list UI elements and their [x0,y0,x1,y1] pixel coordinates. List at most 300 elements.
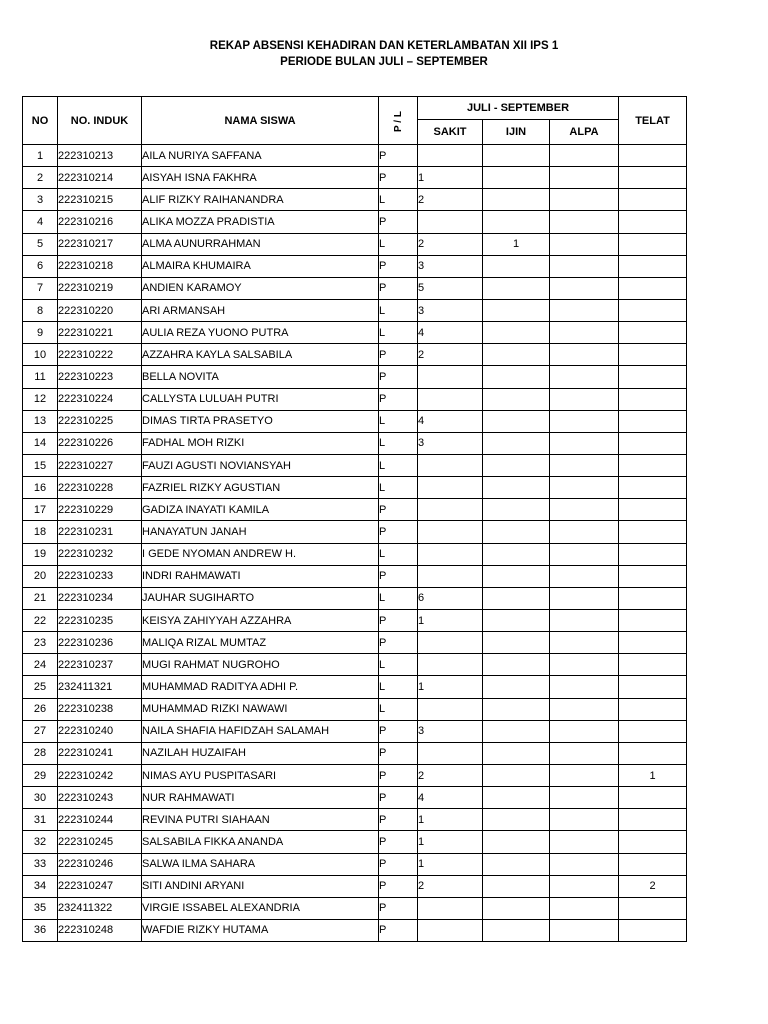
table-row [23,432,687,454]
cell-alpa [550,720,619,742]
cell-telat [619,720,687,742]
cell-nama-siswa: AZZAHRA KAYLA SALSABILA [142,344,379,366]
cell-sakit: 4 [418,410,483,432]
cell-no-induk: 222310243 [58,787,142,809]
table-row [23,477,687,499]
cell-no-induk: 222310237 [58,654,142,676]
cell-ijin [483,299,550,321]
cell-no-induk: 232411321 [58,676,142,698]
table-row [23,499,687,521]
table-row [23,322,687,344]
cell-alpa [550,167,619,189]
cell-telat [619,831,687,853]
header-gender [379,97,418,145]
cell-no-induk: 222310238 [58,698,142,720]
cell-ijin [483,919,550,941]
cell-nama-siswa: MALIQA RIZAL MUMTAZ [142,632,379,654]
cell-alpa [550,831,619,853]
cell-sakit: 4 [418,787,483,809]
cell-ijin [483,344,550,366]
cell-gender: P [379,167,418,189]
cell-nama-siswa: AILA NURIYA SAFFANA [142,145,379,167]
cell-no: 21 [23,587,58,609]
cell-ijin [483,189,550,211]
table-row [23,654,687,676]
cell-no: 1 [23,145,58,167]
table-body [23,145,687,942]
header-ijin: IJIN [483,120,550,145]
cell-no-induk: 222310228 [58,477,142,499]
cell-no-induk: 222310215 [58,189,142,211]
cell-no: 4 [23,211,58,233]
table-row [23,742,687,764]
cell-ijin [483,676,550,698]
cell-ijin [483,609,550,631]
cell-nama-siswa: SITI ANDINI ARYANI [142,875,379,897]
cell-no: 12 [23,388,58,410]
cell-gender: P [379,919,418,941]
cell-ijin [483,432,550,454]
cell-nama-siswa: FAZRIEL RIZKY AGUSTIAN [142,477,379,499]
cell-telat [619,410,687,432]
table-row [23,167,687,189]
cell-no-induk: 222310245 [58,831,142,853]
cell-no-induk: 222310246 [58,853,142,875]
cell-ijin [483,897,550,919]
table-row [23,521,687,543]
cell-alpa [550,676,619,698]
cell-telat [619,787,687,809]
table-row [23,299,687,321]
cell-gender: L [379,587,418,609]
cell-no-induk: 222310213 [58,145,142,167]
cell-alpa [550,299,619,321]
cell-sakit: 2 [418,233,483,255]
cell-no-induk: 222310242 [58,764,142,786]
attendance-table [22,96,687,942]
cell-no: 20 [23,565,58,587]
cell-ijin [483,720,550,742]
cell-telat: 1 [619,764,687,786]
table-row [23,233,687,255]
cell-alpa [550,632,619,654]
cell-gender: L [379,477,418,499]
table-row [23,831,687,853]
cell-alpa [550,654,619,676]
cell-sakit: 3 [418,432,483,454]
cell-no-induk: 222310223 [58,366,142,388]
table-row [23,211,687,233]
cell-gender: P [379,632,418,654]
cell-ijin [483,543,550,565]
cell-sakit [418,388,483,410]
table-row [23,410,687,432]
cell-sakit: 3 [418,255,483,277]
cell-alpa [550,853,619,875]
cell-gender: P [379,764,418,786]
cell-nama-siswa: WAFDIE RIZKY HUTAMA [142,919,379,941]
cell-no-induk: 222310248 [58,919,142,941]
cell-ijin [483,277,550,299]
cell-nama-siswa: NIMAS AYU PUSPITASARI [142,764,379,786]
cell-telat [619,565,687,587]
cell-telat [619,233,687,255]
cell-nama-siswa: DIMAS TIRTA PRASETYO [142,410,379,432]
cell-telat [619,255,687,277]
cell-alpa [550,454,619,476]
cell-alpa [550,787,619,809]
cell-sakit [418,632,483,654]
cell-no: 22 [23,609,58,631]
cell-alpa [550,388,619,410]
cell-alpa [550,897,619,919]
cell-alpa [550,698,619,720]
cell-gender: P [379,609,418,631]
cell-gender: P [379,344,418,366]
cell-telat [619,897,687,919]
cell-nama-siswa: SALSABILA FIKKA ANANDA [142,831,379,853]
table-row [23,255,687,277]
cell-ijin [483,521,550,543]
cell-no: 35 [23,897,58,919]
table-row [23,764,687,786]
cell-no-induk: 222310247 [58,875,142,897]
cell-ijin [483,587,550,609]
cell-ijin [483,255,550,277]
table-row [23,875,687,897]
cell-ijin [483,565,550,587]
header-no: NO [23,97,58,145]
table-row [23,189,687,211]
cell-gender: L [379,454,418,476]
cell-gender: P [379,388,418,410]
cell-alpa [550,233,619,255]
cell-alpa [550,609,619,631]
cell-sakit: 2 [418,764,483,786]
cell-no: 26 [23,698,58,720]
cell-ijin [483,410,550,432]
cell-telat [619,277,687,299]
table-row [23,897,687,919]
cell-alpa [550,255,619,277]
cell-gender: P [379,499,418,521]
cell-ijin [483,654,550,676]
table-row [23,609,687,631]
cell-sakit: 3 [418,720,483,742]
header-gender-label: P / L [392,110,404,132]
cell-nama-siswa: ALMAIRA KHUMAIRA [142,255,379,277]
cell-sakit: 1 [418,853,483,875]
header-nama-siswa: NAMA SISWA [142,97,379,145]
cell-gender: P [379,211,418,233]
cell-alpa [550,145,619,167]
cell-gender: P [379,897,418,919]
document-subtitle: PERIODE BULAN JULI – SEPTEMBER [280,56,488,68]
cell-ijin [483,809,550,831]
cell-nama-siswa: INDRI RAHMAWATI [142,565,379,587]
table-row [23,632,687,654]
cell-sakit: 2 [418,344,483,366]
cell-gender: P [379,720,418,742]
cell-telat: 2 [619,875,687,897]
cell-gender: L [379,410,418,432]
cell-no: 3 [23,189,58,211]
cell-nama-siswa: CALLYSTA LULUAH PUTRI [142,388,379,410]
cell-alpa [550,432,619,454]
cell-ijin [483,366,550,388]
cell-nama-siswa: VIRGIE ISSABEL ALEXANDRIA [142,897,379,919]
cell-no: 17 [23,499,58,521]
cell-no: 23 [23,632,58,654]
cell-nama-siswa: ALIF RIZKY RAIHANANDRA [142,189,379,211]
cell-nama-siswa: FAUZI AGUSTI NOVIANSYAH [142,454,379,476]
cell-nama-siswa: NAZILAH HUZAIFAH [142,742,379,764]
cell-gender: P [379,875,418,897]
cell-sakit: 2 [418,189,483,211]
cell-ijin [483,145,550,167]
cell-alpa [550,919,619,941]
cell-no-induk: 222310236 [58,632,142,654]
cell-gender: P [379,366,418,388]
cell-no: 33 [23,853,58,875]
cell-sakit [418,543,483,565]
cell-sakit [418,654,483,676]
cell-no-induk: 222310218 [58,255,142,277]
cell-nama-siswa: SALWA ILMA SAHARA [142,853,379,875]
cell-nama-siswa: REVINA PUTRI SIAHAAN [142,809,379,831]
cell-no-induk: 222310227 [58,454,142,476]
cell-no-induk: 222310226 [58,432,142,454]
cell-ijin [483,632,550,654]
cell-sakit [418,499,483,521]
cell-no: 7 [23,277,58,299]
cell-gender: P [379,565,418,587]
cell-ijin [483,875,550,897]
cell-sakit [418,454,483,476]
header-telat: TELAT [619,97,687,145]
cell-no: 5 [23,233,58,255]
cell-sakit [418,742,483,764]
cell-alpa [550,477,619,499]
cell-no: 36 [23,919,58,941]
cell-no: 15 [23,454,58,476]
cell-telat [619,299,687,321]
cell-sakit [418,565,483,587]
cell-no-induk: 222310219 [58,277,142,299]
cell-telat [619,632,687,654]
cell-no: 6 [23,255,58,277]
cell-nama-siswa: I GEDE NYOMAN ANDREW H. [142,543,379,565]
cell-alpa [550,565,619,587]
cell-no: 31 [23,809,58,831]
table-row [23,565,687,587]
cell-telat [619,521,687,543]
cell-no-induk: 222310235 [58,609,142,631]
cell-no-induk: 222310222 [58,344,142,366]
cell-ijin [483,853,550,875]
cell-telat [619,388,687,410]
cell-no-induk: 222310229 [58,499,142,521]
table-row [23,698,687,720]
cell-ijin: 1 [483,233,550,255]
cell-telat [619,211,687,233]
cell-no-induk: 222310240 [58,720,142,742]
cell-sakit: 1 [418,676,483,698]
cell-nama-siswa: MUHAMMAD RADITYA ADHI P. [142,676,379,698]
cell-no: 2 [23,167,58,189]
cell-no: 34 [23,875,58,897]
cell-sakit [418,897,483,919]
cell-telat [619,454,687,476]
cell-alpa [550,277,619,299]
cell-alpa [550,809,619,831]
cell-gender: P [379,787,418,809]
cell-telat [619,189,687,211]
cell-nama-siswa: AISYAH ISNA FAKHRA [142,167,379,189]
cell-nama-siswa: ALMA AUNURRAHMAN [142,233,379,255]
cell-no: 25 [23,676,58,698]
cell-ijin [483,388,550,410]
cell-nama-siswa: ANDIEN KARAMOY [142,277,379,299]
cell-telat [619,366,687,388]
cell-sakit [418,919,483,941]
cell-telat [619,587,687,609]
cell-no-induk: 222310232 [58,543,142,565]
cell-no-induk: 222310216 [58,211,142,233]
header-no-induk: NO. INDUK [58,97,142,145]
cell-sakit: 2 [418,875,483,897]
cell-alpa [550,322,619,344]
cell-no: 19 [23,543,58,565]
cell-no-induk: 222310221 [58,322,142,344]
cell-no: 32 [23,831,58,853]
cell-telat [619,809,687,831]
cell-ijin [483,322,550,344]
cell-gender: L [379,654,418,676]
table-row [23,587,687,609]
table-row [23,277,687,299]
cell-no-induk: 222310244 [58,809,142,831]
cell-alpa [550,764,619,786]
cell-sakit [418,521,483,543]
table-row [23,344,687,366]
cell-ijin [483,698,550,720]
cell-no: 30 [23,787,58,809]
table-row [23,809,687,831]
cell-nama-siswa: MUHAMMAD RIZKI NAWAWI [142,698,379,720]
cell-nama-siswa: NUR RAHMAWATI [142,787,379,809]
cell-no-induk: 222310214 [58,167,142,189]
table-row [23,676,687,698]
cell-telat [619,344,687,366]
table-row [23,853,687,875]
document-title: REKAP ABSENSI KEHADIRAN DAN KETERLAMBATAN XII IPS 1 [209,40,559,52]
cell-no: 14 [23,432,58,454]
cell-gender: L [379,299,418,321]
table-row [23,145,687,167]
cell-gender: P [379,521,418,543]
cell-nama-siswa: NAILA SHAFIA HAFIDZAH SALAMAH [142,720,379,742]
cell-no: 10 [23,344,58,366]
cell-ijin [483,787,550,809]
header-sakit: SAKIT [418,120,483,145]
cell-telat [619,609,687,631]
cell-no: 9 [23,322,58,344]
cell-nama-siswa: FADHAL MOH RIZKI [142,432,379,454]
cell-ijin [483,477,550,499]
cell-no-induk: 222310224 [58,388,142,410]
cell-gender: L [379,432,418,454]
cell-telat [619,654,687,676]
cell-gender: P [379,255,418,277]
cell-nama-siswa: BELLA NOVITA [142,366,379,388]
cell-nama-siswa: MUGI RAHMAT NUGROHO [142,654,379,676]
cell-telat [619,742,687,764]
table-row [23,366,687,388]
cell-alpa [550,587,619,609]
cell-sakit: 5 [418,277,483,299]
cell-alpa [550,189,619,211]
cell-alpa [550,211,619,233]
cell-gender: P [379,853,418,875]
cell-sakit: 1 [418,809,483,831]
cell-sakit [418,698,483,720]
cell-sakit [418,366,483,388]
cell-telat [619,322,687,344]
cell-telat [619,698,687,720]
cell-no: 27 [23,720,58,742]
cell-gender: L [379,189,418,211]
table-row [23,388,687,410]
cell-telat [619,676,687,698]
cell-no: 11 [23,366,58,388]
cell-nama-siswa: ALIKA MOZZA PRADISTIA [142,211,379,233]
cell-no: 29 [23,764,58,786]
cell-no-induk: 222310233 [58,565,142,587]
cell-gender: L [379,698,418,720]
cell-alpa [550,410,619,432]
cell-sakit [418,477,483,499]
cell-ijin [483,499,550,521]
cell-alpa [550,499,619,521]
table-row [23,787,687,809]
table-row [23,720,687,742]
cell-ijin [483,454,550,476]
cell-no-induk: 222310234 [58,587,142,609]
cell-gender: P [379,277,418,299]
cell-nama-siswa: ARI ARMANSAH [142,299,379,321]
cell-gender: P [379,809,418,831]
cell-telat [619,432,687,454]
cell-sakit: 1 [418,831,483,853]
cell-telat [619,543,687,565]
cell-sakit: 4 [418,322,483,344]
cell-gender: L [379,322,418,344]
cell-nama-siswa: KEISYA ZAHIYYAH AZZAHRA [142,609,379,631]
cell-alpa [550,521,619,543]
cell-no: 8 [23,299,58,321]
cell-telat [619,167,687,189]
cell-no: 16 [23,477,58,499]
header-period: JULI - SEPTEMBER [418,97,619,120]
cell-sakit: 1 [418,167,483,189]
cell-no: 24 [23,654,58,676]
cell-alpa [550,742,619,764]
cell-gender: P [379,742,418,764]
cell-no-induk: 222310241 [58,742,142,764]
cell-nama-siswa: AULIA REZA YUONO PUTRA [142,322,379,344]
cell-gender: P [379,145,418,167]
